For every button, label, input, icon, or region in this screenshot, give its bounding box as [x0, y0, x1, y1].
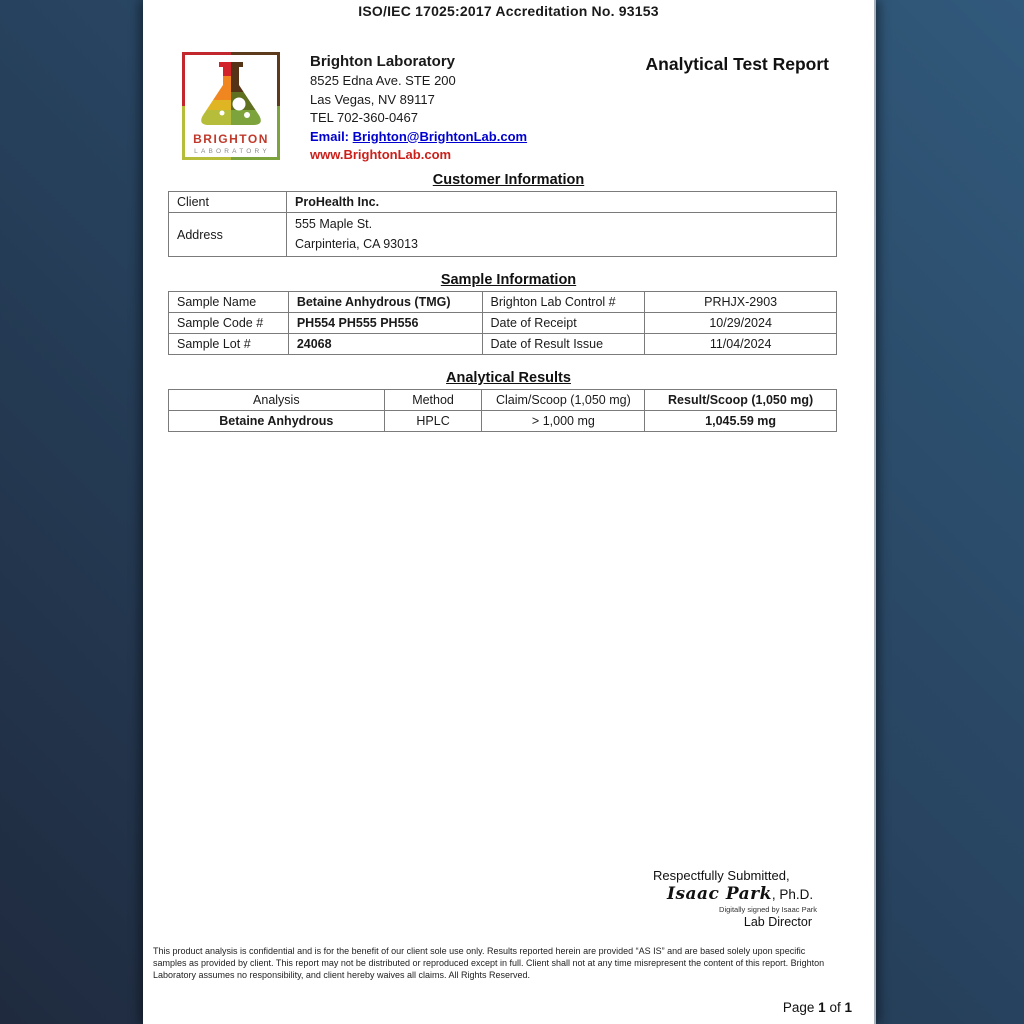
table-row — [169, 313, 837, 334]
sample-name-label-cell: Sample Name — [169, 292, 289, 313]
lab-control-value-cell: PRHJX-2903 — [645, 292, 837, 313]
lab-phone: TEL 702-360-0467 — [310, 110, 418, 125]
lab-name: Brighton Laboratory — [310, 53, 455, 70]
email-link[interactable]: Brighton@BrightonLab.com — [352, 128, 528, 144]
sample-code-label-cell: Sample Code # — [169, 313, 289, 334]
signature-salutation: Respectfully Submitted, — [653, 868, 790, 883]
address-line2: Carpinteria, CA 93013 — [295, 236, 418, 251]
signature-block — [653, 868, 817, 929]
date-issue-label-cell: Date of Result Issue — [482, 334, 645, 355]
lab-website: www.BrightonLab.com — [310, 147, 452, 162]
table-row — [169, 411, 837, 432]
lab-contact-block — [310, 52, 527, 165]
date-issue-value-cell: 11/04/2024 — [645, 334, 837, 355]
sample-lot-value-cell: 24068 — [288, 334, 482, 355]
address-line1: 555 Maple St. — [295, 217, 373, 231]
page-total: 1 — [844, 1000, 852, 1015]
signature-name-line — [667, 884, 817, 904]
customer-information-heading: Customer Information — [432, 172, 585, 188]
page-current: 1 — [818, 1000, 826, 1015]
table-row — [169, 192, 837, 213]
analysis-column-header: Analysis — [169, 390, 385, 411]
brighton-laboratory-logo — [182, 52, 280, 160]
lab-address-line1: 8525 Edna Ave. STE 200 — [310, 73, 456, 88]
sample-code-value-cell: PH554 PH555 PH556 — [288, 313, 482, 334]
client-value-cell: ProHealth Inc. — [287, 192, 837, 213]
analysis-value-cell: Betaine Anhydrous — [169, 411, 385, 432]
analytical-results-table — [168, 389, 837, 432]
lab-address-line2: Las Vegas, NV 89117 — [310, 91, 435, 107]
sample-information-table — [168, 291, 837, 355]
claim-column-header: Claim/Scoop (1,050 mg) — [482, 390, 645, 411]
signature-suffix: , Ph.D. — [771, 887, 814, 902]
logo-sub-text: LABORATORY — [194, 148, 270, 155]
signer-title: Lab Director — [743, 915, 812, 929]
client-label-cell: Client — [169, 192, 287, 213]
page-number — [143, 1000, 874, 1015]
report-header — [182, 52, 874, 160]
address-value-cell — [287, 213, 837, 257]
table-header-row — [169, 390, 837, 411]
table-row — [169, 213, 837, 257]
sample-name-value-cell: Betaine Anhydrous (TMG) — [288, 292, 482, 313]
customer-information-table — [168, 191, 837, 257]
report-title: Analytical Test Report — [645, 54, 829, 74]
digital-signature-note: Digitally signed by Isaac Park — [719, 905, 817, 914]
email-label: Email: — [310, 128, 350, 144]
lab-email-line — [310, 128, 527, 147]
address-label-cell: Address — [169, 213, 287, 257]
signature-name: Isaac Park — [667, 884, 772, 904]
page-middle: of — [829, 1000, 841, 1015]
page-prefix: Page — [782, 1000, 815, 1015]
sample-lot-label-cell: Sample Lot # — [169, 334, 289, 355]
result-column-header: Result/Scoop (1,050 mg) — [645, 390, 837, 411]
accreditation-header: ISO/IEC 17025:2017 Accreditation No. 93153 — [358, 3, 659, 19]
method-column-header: Method — [384, 390, 482, 411]
method-value-cell: HPLC — [384, 411, 482, 432]
table-row — [169, 334, 837, 355]
claim-value-cell: > 1,000 mg — [482, 411, 645, 432]
sample-information-heading: Sample Information — [440, 272, 577, 288]
lab-control-label-cell: Brighton Lab Control # — [482, 292, 645, 313]
disclaimer-text: This product analysis is confidential and is for the benefit of our client sole use only. Results reported herein are provided “AS IS” and are based solely upon specific samples as provided by client. This report may not be distributed or reproduced except in full. Client shall not at any time misrepresent the content of this report. Brighton Laboratory assumes no responsibility, and client hereby waives all claims. All Rights Reserved. — [153, 946, 825, 980]
logo-brand-text: BRIGHTON — [193, 132, 269, 146]
date-receipt-label-cell: Date of Receipt — [482, 313, 645, 334]
report-page — [143, 0, 876, 1024]
table-row — [169, 292, 837, 313]
analytical-results-heading: Analytical Results — [446, 370, 571, 386]
result-value-cell: 1,045.59 mg — [645, 411, 837, 432]
date-receipt-value-cell: 10/29/2024 — [645, 313, 837, 334]
flask-icon — [182, 62, 280, 125]
